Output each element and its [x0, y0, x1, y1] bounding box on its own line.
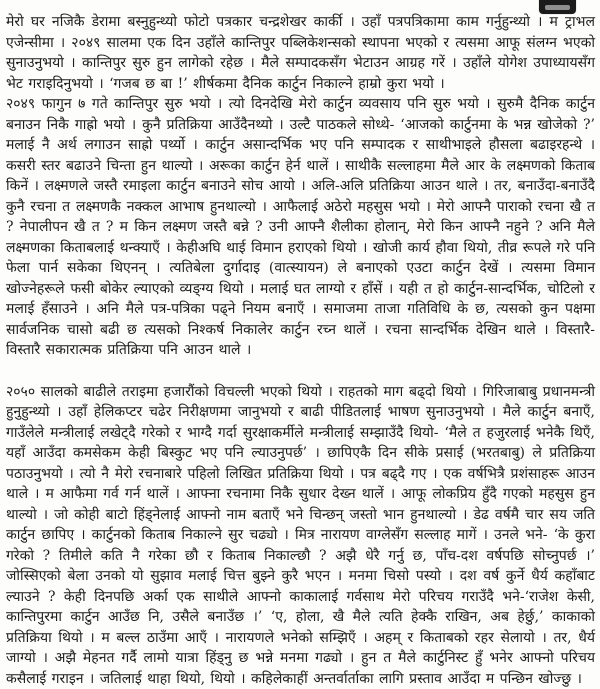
icon-inner-bar: [545, 5, 570, 10]
paragraph-intro: मेरो घर नजिकै डेरामा बस्नुहुन्थ्यो फोटो पत्रकार चन्द्रशेखर कार्की । उहाँ पत्रपत्रिकामा काम गर्नुहुन्थ्यो । म ट्राभल एजेन्सीमा । २०४९ सालमा एक दिन उहाँले कान्तिपुर पब्लिकेशन्सको स्थापना भएको र त्यसमा आफू संलग्न भएको सुनाउनुभयो । कान्तिपुर सुरु हुन लागेको रहेछ । मैले सम्पादकसँग भेटाउन आग्रह गरें । उहाँले योगेश उपाध्यायसँग भेट गराइदिनुभयो । ‘गजब छ बा !’ शीर्षकमा दैनिक कार्टुन निकाल्ने हाम्रो कुरा भयो ।: [6, 12, 595, 94]
paragraph-cartoon-beginnings: २०४९ फागुन ७ गते कान्तिपुर सुरु भयो । त्यो दिनदेखि मेरो कार्टुन व्यवसाय पनि सुरु भयो । सुरुमै दैनिक कार्टुन बनाउन निकै गाह्रो भयो । कुनै प्रतिक्रिया आउँदैनथ्यो । उल्टै पाठकले सोध्थे- ‘आजको कार्टुनमा के भन्न खोजेको ?’ मलाई नै अर्थ लगाउन साह्रो पर्थ्यो । कार्टुन असान्दर्भिक भए पनि सम्पादक र साथीभाइले हौसला बढाइरहन्थे । कसरी स्तर बढाउने चिन्ता हुन थाल्यो । अरूका कार्टुन हेर्न थालें । साथीकै सल्लाहमा मैले आर के लक्ष्मणको किताब किनें । लक्ष्मणले जस्तै रमाइला कार्टुन बनाउने सोच आयो । अलि-अलि प्रतिक्रिया आउन थाले । तर, बनाउँदा-बनाउँदै कुनै रचना त लक्ष्मणकै नक्कल आभाष हुनथाल्यो । आफैलाई अठेरो महसुस भयो । मेरो आफ्नै पाराको रचना खै त ? नेपालीपन खै त ? म किन लक्ष्मण जस्तै बन्ने ? उनी आफ्नै शैलीका होलान्, मेरो किन आफ्नै नहुने ? अनि मैले लक्ष्मणका किताबलाई थन्क्याएँ । केहीअघि थाई विमान हराएको थियो । खोजी कार्य हौवा थियो, तीव्र रूपले गरे पनि फेला पार्न सकेका थिएनन् । त्यतिबेला दुर्गादाइ (वात्स्यायन) ले बनाएको एउटा कार्टुन देखें । त्यसमा विमान खोज्नेहरूले फसी बोकेर ल्याएको व्यङ्ग्य थियो । मलाई घत लाग्यो र हाँसें । यही त हो कार्टुन-सान्दर्भिक, चोटिलो र मलाई हँसाउने । अनि मैले पत्र-पत्रिका पढ्ने नियम बनाएँ । समाजमा ताजा गतिविधि के छ, त्यसको कुन पक्षमा सार्वजनिक चासो बढी छ त्यसको निश्कर्ष निकालेर कार्टुन रच्न थालें । रचना सान्दर्भिक देखिन थाले । विस्तारै-विस्तारै सकारात्मक प्रतिक्रिया पनि आउन थाले ।: [6, 94, 595, 361]
clipped-black-icon[interactable]: [539, 0, 576, 14]
paragraph-flood-and-fame: २०५० सालको बाढीले तराइमा हजारौंको विचल्ली भएको थियो । राहतको माग बढ्दो थियो । गिरिजाबाबु प्रधानमन्त्री हुनुहुन्थ्यो । उहाँ हेलिकप्टर चढेर निरीक्षणमा जानुभयो र बाढी पीडितलाई भाषण सुनाउनुभयो । मैले कार्टुन बनाएँ, गाउँलेले मन्त्रीलाई लखेट्दै गरेको र भाग्दै गर्दा सुरक्षाकर्मीले मन्त्रीलाई सम्झाउँदै थियो- ‘मैले त हजुरलाई भनेकै थिएँ, यहाँ आउँदा कमसेकम केही बिस्कुट भए पनि ल्याउनुपर्छ’ । छापिएकै दिन सीके प्रसाई (भरतबाबु) ले प्रतिक्रिया पठाउनुभयो । त्यो नै मेरो रचनाबारे पहिलो लिखित प्रतिक्रिया थियो । पत्र बढ्दै गए । एक वर्षभित्रै प्रशंसाहरू आउन थाले । म आफैमा गर्व गर्न थालें । आफ्ना रचनामा निकै सुधार देख्न थालें । आफू लोकप्रिय हुँदै गएको महसुस हुन थाल्यो । जो कोही बाटो हिंड्नेलाई आफ्नो नाम बताएँ भने चिन्छन् जस्तो भान हुनथाल्यो । डेढ वर्षमै चार सय जति कार्टुन छापिए । कार्टुनको किताब निकाल्ने सुर चढ्यो । मित्र नारायण वाग्लेसँग सल्लाह मागें । उनले भने- ‘के कुरा गरेको ? तिमीले कति नै गरेका छौ र किताब निकाल्छौ ? अझै धेरै गर्नु छ, पाँच-दश वर्षपछि सोच्नुपर्छ ।’ जोस्सिएको बेला उनको यो सुझाव मलाई चित्त बुझ्ने कुरै भएन । मनमा चिसो पस्यो । दश वर्ष कुर्ने धैर्य कहाँबाट ल्याउने ? केही दिनपछि अर्का एक साथीले आफ्नो काकालाई गर्वसाथ मेरो परिचय गराउँदै भने-‘राजेश केसी, कान्तिपुरमा कार्टुन आउँछ नि, उसैले बनाउँछ ।’ ‘ए, होला, खै मैले त्यति हेक्कै राखिन, अब हेर्छु,’ काकाको प्रतिक्रिया थियो । म बल्ल ठाउँमा आएँ । नारायणले भनेको सम्झिएँ । अहम् र किताबको रहर सेलायो । तर, धैर्य जाग्यो । अझै मेहनत गर्दै लामो यात्रा हिंड्नु छ भन्ने मनमा गढ्यो । हुन त मैले कार्टुनिस्ट हुँ भनेर आफ्नो परिचय कसैलाई गराइन । जतिलाई थाहा थियो, थियो । कहिलेकाहीं अन्तर्वार्ताका लागि प्रस्ताव आउँदा म पन्छिन खोज्छु ।: [6, 382, 595, 689]
